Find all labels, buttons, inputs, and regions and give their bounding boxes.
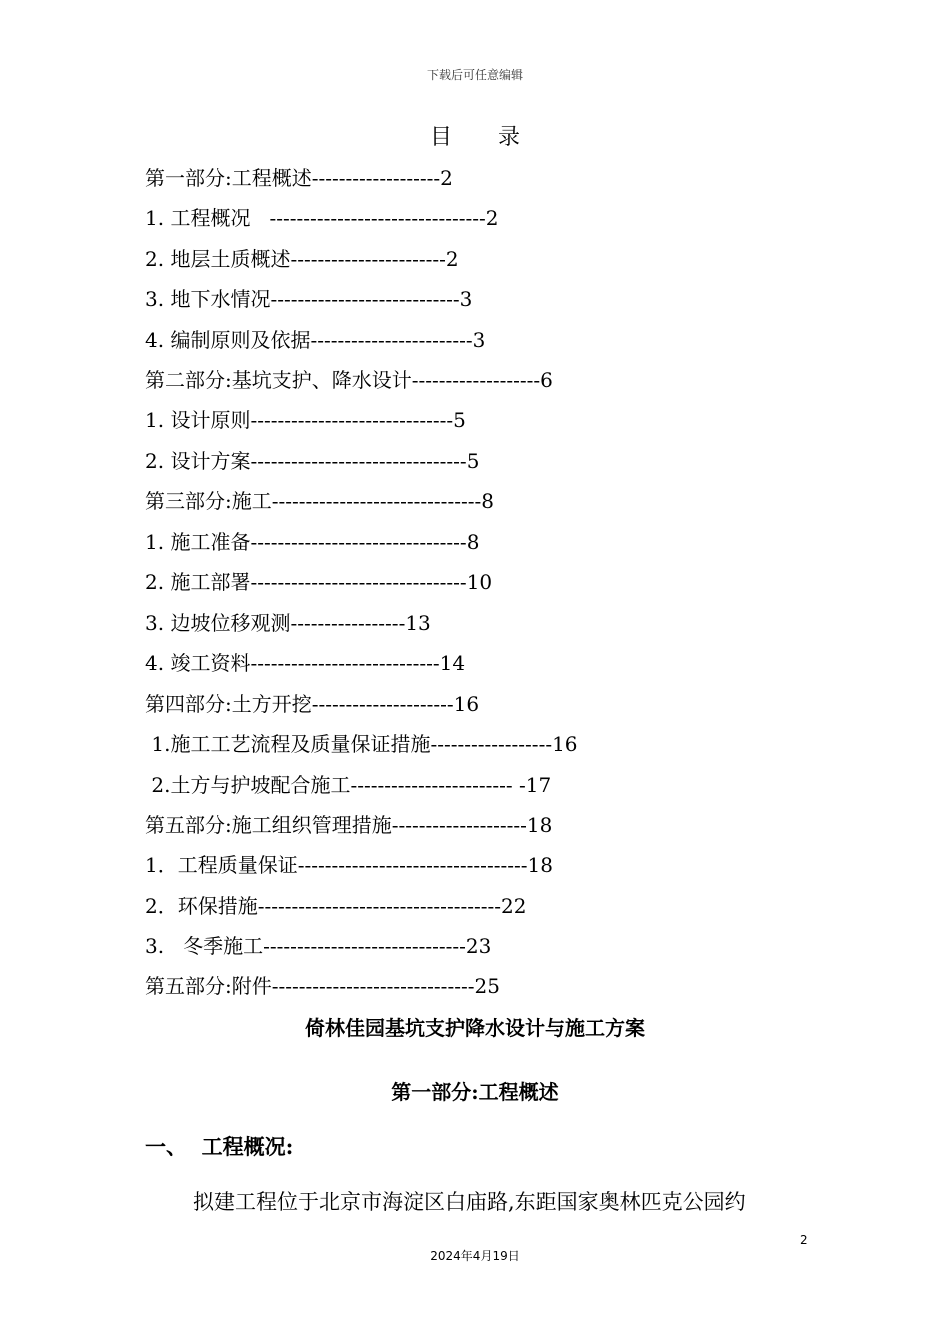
toc-entry: 1. 工程概况 --------------------------------2 xyxy=(145,206,499,230)
toc-entry: 1.施工工艺流程及质量保证措施------------------16 xyxy=(145,732,578,756)
toc-entry: 2. 施工部署--------------------------------10 xyxy=(145,570,493,594)
toc-entry: 2．环保措施------------------------------------22 xyxy=(145,894,527,918)
body-paragraph: 拟建工程位于北京市海淀区白庙路,东距国家奥林匹克公园约 xyxy=(193,1190,746,1214)
document-title: 倚林佳园基坑支护降水设计与施工方案 xyxy=(305,1016,645,1040)
toc-entry: 1. 设计原则------------------------------5 xyxy=(145,408,466,432)
header-note: 下载后可任意编辑 xyxy=(426,68,523,82)
toc-entry: 2. 地层土质概述-----------------------2 xyxy=(145,247,459,271)
toc-entry: 3. 冬季施工------------------------------23 xyxy=(145,934,492,958)
part-title: 第一部分:工程概述 xyxy=(391,1080,559,1104)
footer-date: 2024年4月19日 xyxy=(430,1249,520,1263)
toc-entry: 3. 地下水情况----------------------------3 xyxy=(145,287,473,311)
toc-entry: 4. 编制原则及依据------------------------3 xyxy=(145,328,486,352)
toc-entry: 第二部分:基坑支护、降水设计-------------------6 xyxy=(145,368,553,392)
toc-entry: 2. 设计方案--------------------------------5 xyxy=(145,449,480,473)
toc-entry: 4. 竣工资料----------------------------14 xyxy=(145,651,466,675)
page-number: 2 xyxy=(800,1233,808,1247)
toc-entry: 1. 施工准备--------------------------------8 xyxy=(145,530,480,554)
toc-entry: 第一部分:工程概述-------------------2 xyxy=(145,166,453,190)
toc-entry: 第五部分:施工组织管理措施--------------------18 xyxy=(145,813,553,837)
toc-title: 目录 xyxy=(429,125,566,150)
toc-entry: 3. 边坡位移观测-----------------13 xyxy=(145,611,431,635)
toc-entry: 第三部分:施工-------------------------------8 xyxy=(145,489,494,513)
toc-entry: 第四部分:土方开挖---------------------16 xyxy=(145,692,480,716)
toc-entry: 2.土方与护坡配合施工------------------------ -17 xyxy=(145,773,552,797)
section-heading: 一、 工程概况: xyxy=(145,1134,294,1159)
toc-entry: 第五部分:附件------------------------------25 xyxy=(145,974,500,998)
toc-entry: 1．工程质量保证----------------------------------18 xyxy=(145,853,553,877)
